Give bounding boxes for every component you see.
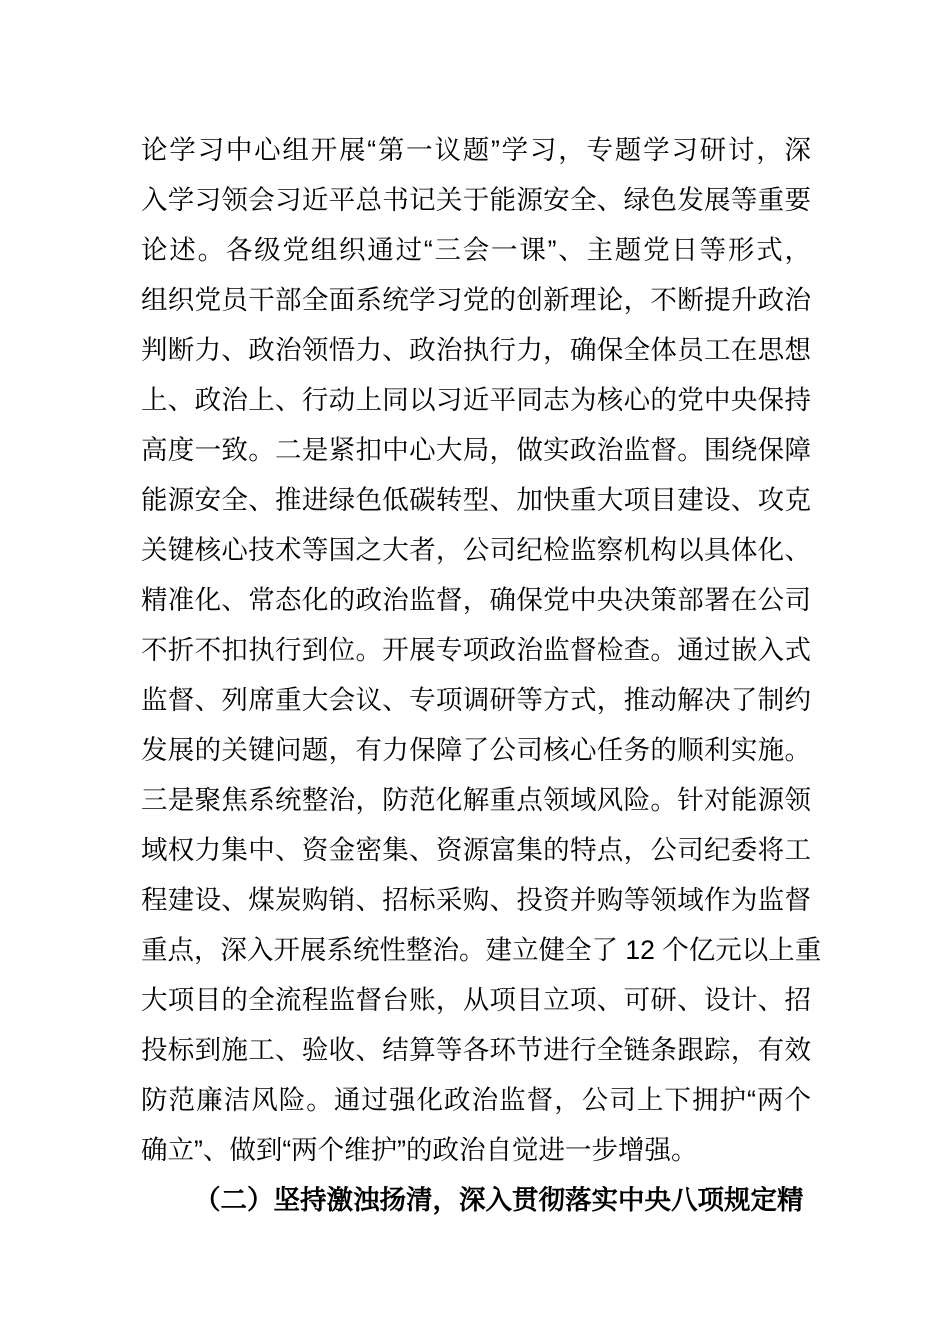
section-heading: （二）坚持激浊扬清，深入贯彻落实中央八项规定精 [194, 1185, 804, 1215]
body-line: 防范廉洁风险。通过强化政治监督，公司上下拥护“两个 [141, 1085, 811, 1115]
body-line: 发展的关键问题，有力保障了公司核心任务的顺利实施。 [141, 735, 811, 765]
body-line: 监督、列席重大会议、专项调研等方式，推动解决了制约 [141, 685, 811, 715]
body-line: 入学习领会习近平总书记关于能源安全、绿色发展等重要 [141, 185, 811, 215]
body-line: 论述。各级党组织通过“三会一课”、主题党日等形式， [141, 235, 811, 265]
body-line: 三是聚焦系统整治，防范化解重点领域风险。针对能源领 [141, 785, 811, 815]
body-line: 精准化、常态化的政治监督，确保党中央决策部署在公司 [141, 585, 811, 615]
body-line: 程建设、煤炭购销、招标采购、投资并购等领域作为监督 [141, 885, 811, 915]
body-line: 组织党员干部全面系统学习党的创新理论，不断提升政治 [141, 285, 811, 315]
body-line: 论学习中心组开展“第一议题”学习，专题学习研讨，深 [141, 135, 811, 165]
body-line: 关键核心技术等国之大者，公司纪检监察机构以具体化、 [141, 535, 811, 565]
body-line: 上、政治上、行动上同以习近平同志为核心的党中央保持 [141, 385, 811, 415]
body-paragraph [141, 125, 822, 1175]
body-line: 不折不扣执行到位。开展专项政治监督检查。通过嵌入式 [141, 635, 811, 665]
body-line: 投标到施工、验收、结算等各环节进行全链条跟踪，有效 [141, 1035, 811, 1065]
body-line: 高度一致。二是紧扣中心大局，做实政治监督。围绕保障 [141, 435, 811, 465]
body-line: 大项目的全流程监督台账，从项目立项、可研、设计、招 [141, 985, 811, 1015]
body-line: 域权力集中、资金密集、资源富集的特点，公司纪委将工 [141, 835, 811, 865]
body-line: 能源安全、推进绿色低碳转型、加快重大项目建设、攻克 [141, 485, 811, 515]
body-line: 判断力、政治领悟力、政治执行力，确保全体员工在思想 [141, 335, 811, 365]
document-text-block [141, 125, 822, 1225]
body-line: 重点，深入开展系统性整治。建立健全了 12 个亿元以上重 [141, 935, 822, 965]
body-line: 确立”、做到“两个维护”的政治自觉进一步增强。 [141, 1135, 698, 1165]
